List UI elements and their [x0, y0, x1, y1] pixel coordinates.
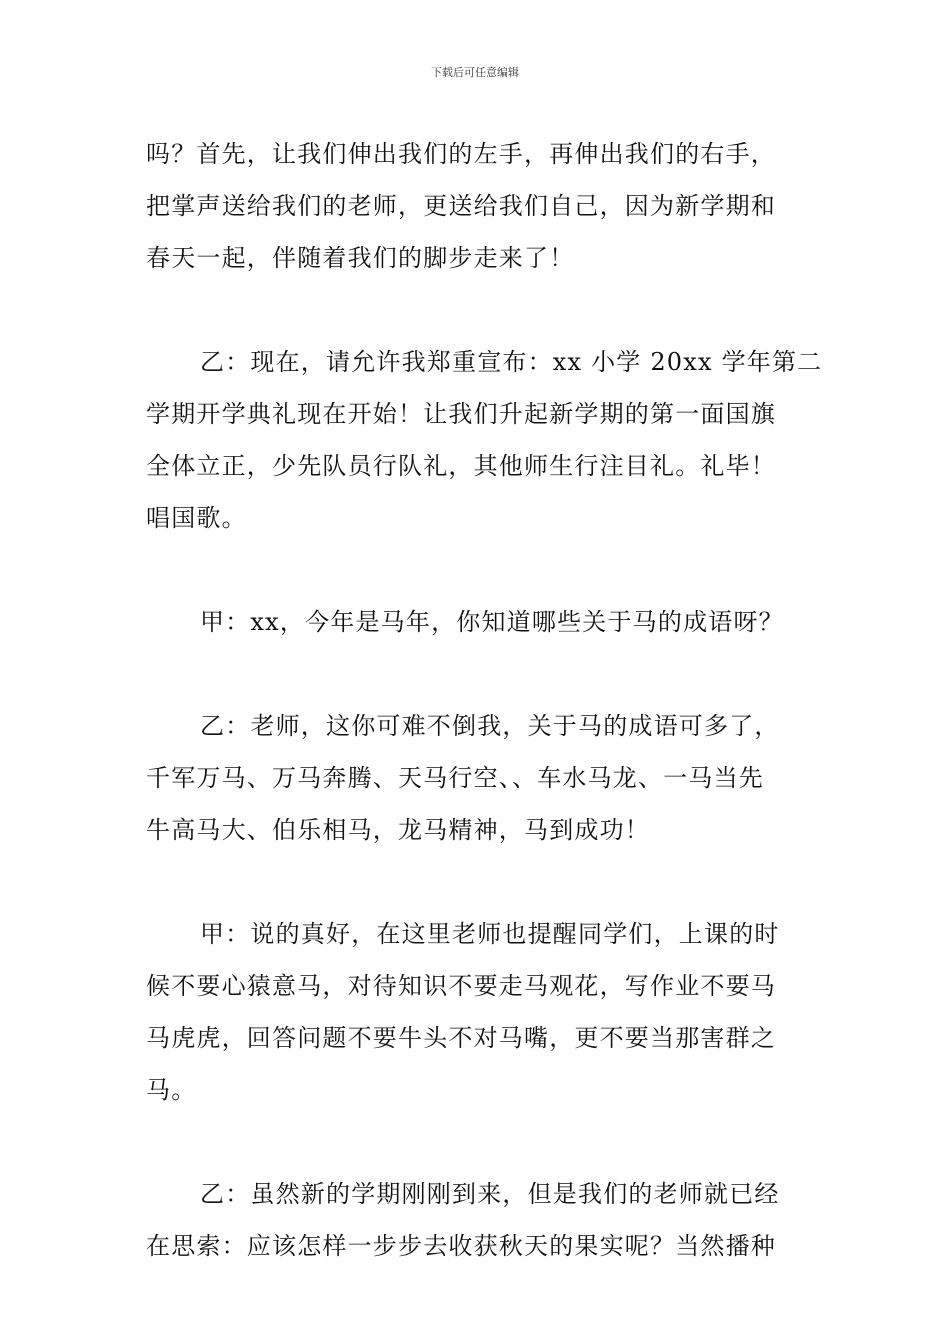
text-line: 甲：说的真好，在这里老师也提醒同学们，上课的时: [200, 920, 780, 948]
paragraph-gap: [146, 856, 810, 908]
text-line: 全体立正，少先队员行队礼，其他师生行注目礼。礼毕！: [146, 452, 776, 480]
text-line: 唱国歌。: [146, 504, 247, 532]
paragraph-gap: [146, 284, 810, 336]
text-line: 乙：虽然新的学期刚刚到来，但是我们的老师就已经: [200, 1180, 780, 1208]
text-line: 在思索：应该怎样一步步去收获秋天的果实呢？当然播种: [146, 1232, 776, 1260]
text-line: 候不要心猿意马，对待知识不要走马观花，写作业不要马: [146, 972, 776, 1000]
paragraph-4: [146, 700, 810, 856]
paragraph-3: [146, 596, 810, 648]
text-line: 马虎虎，回答问题不要牛头不对马嘴，更不要当那害群之: [146, 1024, 776, 1052]
text-line: 甲：xx，今年是马年，你知道哪些关于马的成语呀？: [200, 608, 784, 636]
paragraph-gap: [146, 544, 810, 596]
text-line: 春天一起，伴随着我们的脚步走来了！: [146, 244, 575, 272]
text-line: 吗？首先，让我们伸出我们的左手，再伸出我们的右手，: [146, 140, 776, 168]
text-line: 千军万马、万马奔腾、天马行空、、车水马龙、一马当先: [146, 764, 764, 792]
paragraph-gap: [146, 1116, 810, 1168]
page-header-note: 下载后可任意编辑: [431, 66, 519, 79]
paragraph-6: [146, 1168, 810, 1272]
text-line: 乙：老师，这你可难不倒我，关于马的成语可多了，: [200, 712, 780, 740]
text-line: 马。: [146, 1076, 197, 1104]
text-line: 把掌声送给我们的老师，更送给我们自己，因为新学期和: [146, 192, 776, 220]
text-line: 乙：现在，请允许我郑重宣布：xx 小学 20xx 学年第二: [200, 348, 823, 376]
paragraph-5: [146, 908, 810, 1116]
paragraph-2: [146, 336, 823, 544]
document-body: [146, 128, 823, 1272]
paragraph-1: [146, 128, 810, 284]
paragraph-gap: [146, 648, 810, 700]
text-line: 牛高马大、伯乐相马，龙马精神，马到成功！: [146, 816, 650, 844]
text-line: 学期开学典礼现在开始！让我们升起新学期的第一面国旗: [146, 400, 776, 428]
